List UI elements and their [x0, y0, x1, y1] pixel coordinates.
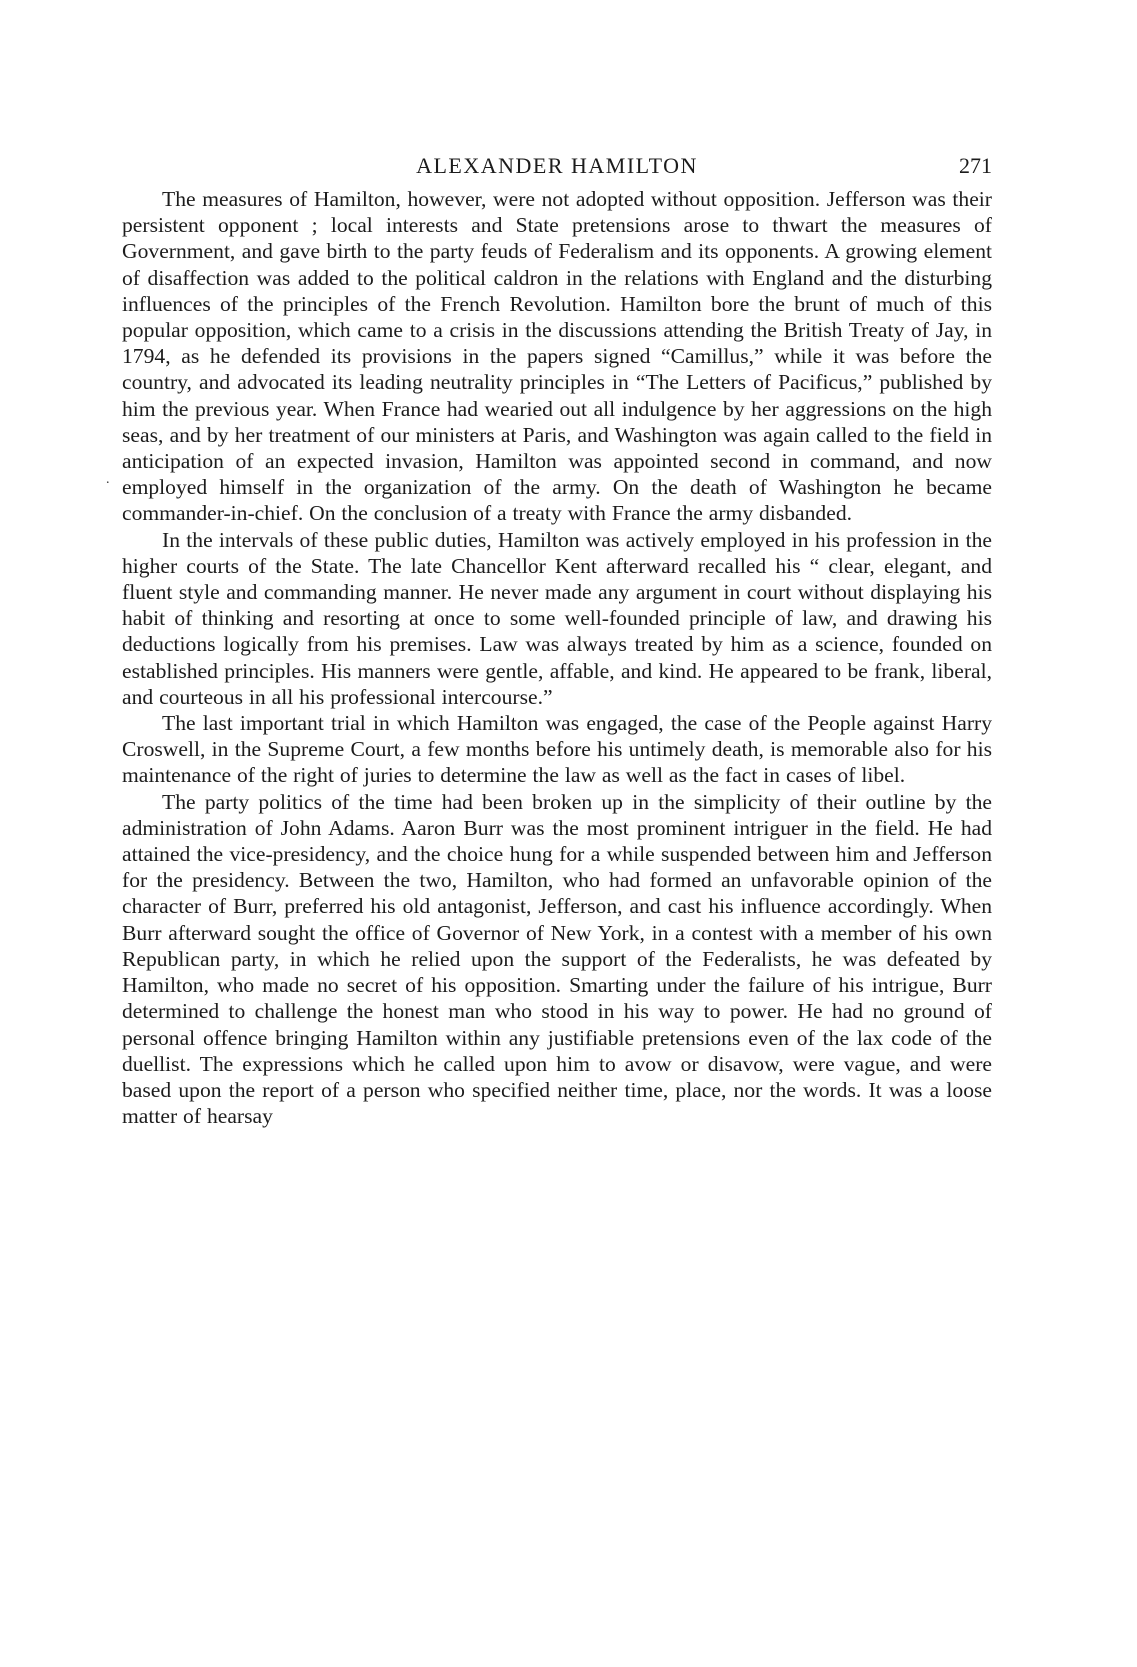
page-number: 271: [959, 153, 992, 178]
margin-mark: .: [106, 472, 110, 487]
paragraph-legal-profession: In the intervals of these public duties, Hamilton was actively employed in his profession in the higher courts of the State. The late Chancellor Kent afterward recalled his “ clear, elegant, and fluent style and commanding manner. He never made any argument in court without displaying his habit of thinking and resorting at once to some well-founded principle of law, and drawing his deductions logically from his premises. Law was always treated by him as a science, founded on established principles. His manners were gentle, affable, and kind. He appeared to be frank, liberal, and courteous in all his professional intercourse.”: [122, 527, 992, 709]
running-head: [122, 148, 992, 184]
running-title: ALEXANDER HAMILTON: [416, 153, 698, 178]
body-text: [122, 186, 992, 1129]
paragraph-croswell-trial: The last important trial in which Hamilton was engaged, the case of the People against Harry Croswell, in the Supreme Court, a few months before his untimely death, is memorable also for his maintenance of the right of juries to determine the law as well as the fact in cases of libel.: [122, 711, 992, 788]
paragraph-opposition: The measures of Hamilton, however, were not adopted without opposition. Jefferson was their persistent opponent ; local interests and State pretensions arose to thwart the measures of Government, and gave birth to the party feuds of Federalism and its opponents. A growing element of disaffection was added to the political caldron in the relations with England and the disturbing influences of the principles of the French Revolution. Hamilton bore the brunt of much of this popular opposition, which came to a crisis in the discussions attending the British Treaty of Jay, in 1794, as he defended its provisions in the papers signed “Camillus,” while it was before the country, and advocated its leading neutrality principles in “The Letters of Pacificus,” published by him the previous year. When France had wearied out all indulgence by her aggressions on the high seas, and by her treatment of our ministers at Paris, and Washington was again called to the field in anticipation of an expected invasion, Hamilton was appointed second in command, and now employed himself in the organization of the army. On the death of Washington he became commander-in-chief. On the conclusion of a treaty with France the army disbanded.: [122, 187, 992, 526]
paragraph-party-politics: The party politics of the time had been broken up in the simplicity of their outline by the administration of John Adams. Aaron Burr was the most prominent intriguer in the field. He had attained the vice-presidency, and the choice hung for a while suspended between him and Jefferson for the presidency. Between the two, Hamilton, who had formed an unfavorable opinion of the character of Burr, preferred his old antagonist, Jefferson, and cast his influence accordingly. When Burr afterward sought the office of Governor of New York, in a contest with a member of his own Republican party, in which he relied upon the support of the Federalists, he was defeated by Hamilton, who made no secret of his opposition. Smarting under the failure of his intrigue, Burr determined to challenge the honest man who stood in his way to power. He had no ground of personal offence bringing Hamilton within any justifiable pretensions even of the lax code of the duellist. The expressions which he called upon him to avow or disavow, were vague, and were based upon the report of a person who specified neither time, place, nor the words. It was a loose matter of hearsay: [122, 789, 992, 1129]
